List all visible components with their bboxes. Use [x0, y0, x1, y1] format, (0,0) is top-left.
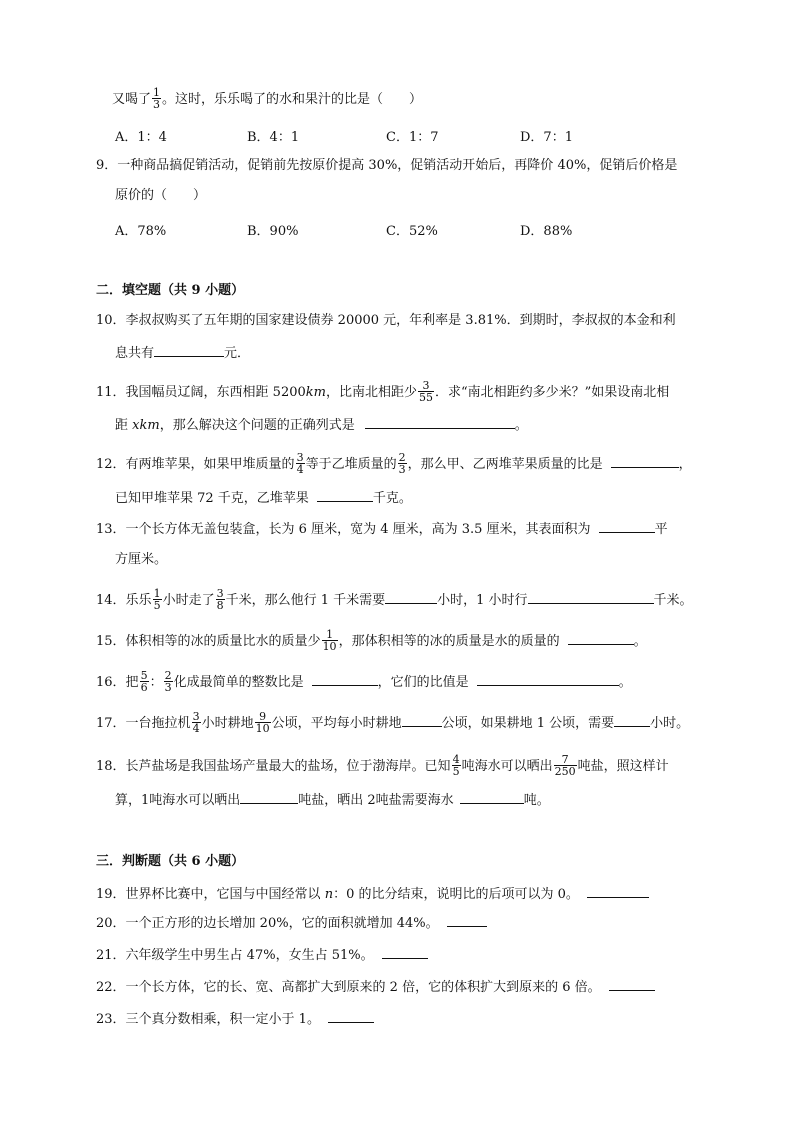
section-fill-blank-heading: 二．填空题（共 9 小题）	[96, 283, 245, 298]
answer-blank[interactable]	[328, 1010, 374, 1023]
answer-blank[interactable]	[365, 416, 515, 429]
answer-blank[interactable]	[447, 914, 487, 927]
fraction: $\frac{2}{3}$	[164, 669, 172, 694]
fraction: $\frac{3}{8}$	[216, 587, 224, 612]
q18-line2: 算，1吨海水可以晒出 吨盐，晒出 2吨盐需要海水 吨。	[115, 793, 550, 808]
section-judgment-heading: 三．判断题（共 6 小题）	[96, 854, 245, 869]
answer-blank[interactable]	[477, 673, 619, 686]
q12-line2: 已知甲堆苹果 72 千克，乙堆苹果 千克。	[115, 491, 412, 506]
q21-line: 21．六年级学生中男生占 47%，女生占 51%。	[96, 946, 428, 965]
q19-line: 19．世界杯比赛中，它国与中国经常以 n：0 的比分结束，说明比的后项可以为 0。	[96, 885, 649, 904]
q14-line: 14．乐乐 $\frac{1}{5}$ 小时走了 $\frac{3}{8}$ 千米，那么他行 1 千米需要 小时，1 小时行 千米。	[96, 587, 693, 612]
q10-line2: 息共有 元．	[115, 346, 251, 361]
fraction: $\frac{3}{4}$	[296, 451, 304, 476]
answer-blank[interactable]	[312, 673, 378, 686]
answer-blank[interactable]	[568, 632, 634, 645]
fraction: $\frac{1}{5}$	[153, 587, 161, 612]
option-b[interactable]: B．4：1	[247, 130, 300, 145]
fraction: $\frac{3}{55}$	[419, 379, 433, 404]
answer-blank[interactable]	[317, 489, 373, 502]
answer-blank[interactable]	[599, 520, 655, 533]
option-b[interactable]: B．90%	[247, 224, 299, 239]
fraction: $\frac{4}{5}$	[452, 753, 460, 778]
q18-line1: 18．长芦盐场是我国盐场产量最大的盐场，位于渤海岸。已知 $\frac{4}{5}$ 吨海水可以晒出 $\frac{7}{250}$ 吨盐，照这样计	[96, 753, 669, 778]
q8-continuation: 又喝了 $\frac{1}{3}$ 。这时，乐乐喝了的水和果汁的比是（ ）	[112, 86, 423, 111]
q11-line2: 距 xkm，那么解决这个问题的正确列式是 。	[115, 418, 528, 433]
fraction: $\frac{5}{6}$	[140, 669, 148, 694]
answer-blank[interactable]	[385, 591, 437, 604]
q12-line1: 12．有两堆苹果，如果甲堆质量的 $\frac{3}{4}$ 等于乙堆质量的 $\frac{2}{3}$ ，那么甲、乙两堆苹果质量的比是 ，	[96, 451, 692, 476]
answer-blank[interactable]	[154, 344, 224, 357]
answer-blank[interactable]	[402, 714, 442, 727]
answer-blank[interactable]	[382, 946, 428, 959]
fraction: $\frac{1}{3}$	[153, 86, 161, 111]
answer-blank[interactable]	[609, 978, 655, 991]
q16-line: 16．把 $\frac{5}{6}$ ： $\frac{2}{3}$ 化成最简单的整数比是 ，它们的比值是 。	[96, 669, 632, 694]
answer-blank[interactable]	[528, 591, 654, 604]
fraction: $\frac{7}{250}$	[554, 753, 576, 778]
answer-blank[interactable]	[240, 791, 298, 804]
fraction: $\frac{3}{4}$	[192, 710, 200, 735]
answer-blank[interactable]	[587, 885, 649, 898]
answer-blank[interactable]	[460, 791, 524, 804]
q20-line: 20．一个正方形的边长增加 20%，它的面积就增加 44%。	[96, 914, 487, 933]
option-a[interactable]: A．78%	[115, 224, 167, 239]
fraction: $\frac{1}{10}$	[322, 628, 337, 653]
fraction: $\frac{2}{3}$	[398, 451, 406, 476]
q23-line: 23．三个真分数相乘，积一定小于 1。	[96, 1010, 374, 1029]
q15-line: 15．体积相等的冰的质量比水的质量少 $\frac{1}{10}$ ，那体积相等的冰的质量是水的质量的 。	[96, 628, 647, 653]
q17-line: 17．一台拖拉机 $\frac{3}{4}$ 小时耕地 $\frac{9}{10}$ 公顷，平均每小时耕地 公顷，如果耕地 1 公顷，需要 小时。	[96, 710, 690, 735]
q10-line1: 10．李叔叔购买了五年期的国家建设债券 20000 元，年利率是 3.81%．到期时，李叔叔的本金和利	[96, 313, 676, 328]
answer-blank[interactable]	[614, 714, 650, 727]
q13-line1: 13．一个长方体无盖包装盒，长为 6 厘米，宽为 4 厘米，高为 3.5 厘米，其表面积为 平	[96, 522, 668, 537]
option-c[interactable]: C．52%	[386, 224, 438, 239]
answer-blank[interactable]	[611, 455, 679, 468]
fraction: $\frac{9}{10}$	[255, 710, 270, 735]
q13-line2: 方厘米。	[115, 552, 168, 567]
q9-line1: 9．一种商品搞促销活动，促销前先按原价提高 30%，促销活动开始后，再降价 40%，促销后价格是	[96, 158, 678, 173]
option-a[interactable]: A．1：4	[115, 130, 167, 145]
option-d[interactable]: D．7：1	[520, 130, 573, 145]
q9-line2: 原价的（ ）	[115, 188, 207, 203]
q11-line1: 11．我国幅员辽阔，东西相距 5200km，比南北相距少 $\frac{3}{55}$ ．求“南北相距约多少米？”如果设南北相	[96, 379, 670, 404]
option-c[interactable]: C．1：7	[386, 130, 439, 145]
option-d[interactable]: D．88%	[520, 224, 573, 239]
q22-line: 22．一个长方体，它的长、宽、高都扩大到原来的 2 倍，它的体积扩大到原来的 6 倍。	[96, 978, 655, 997]
